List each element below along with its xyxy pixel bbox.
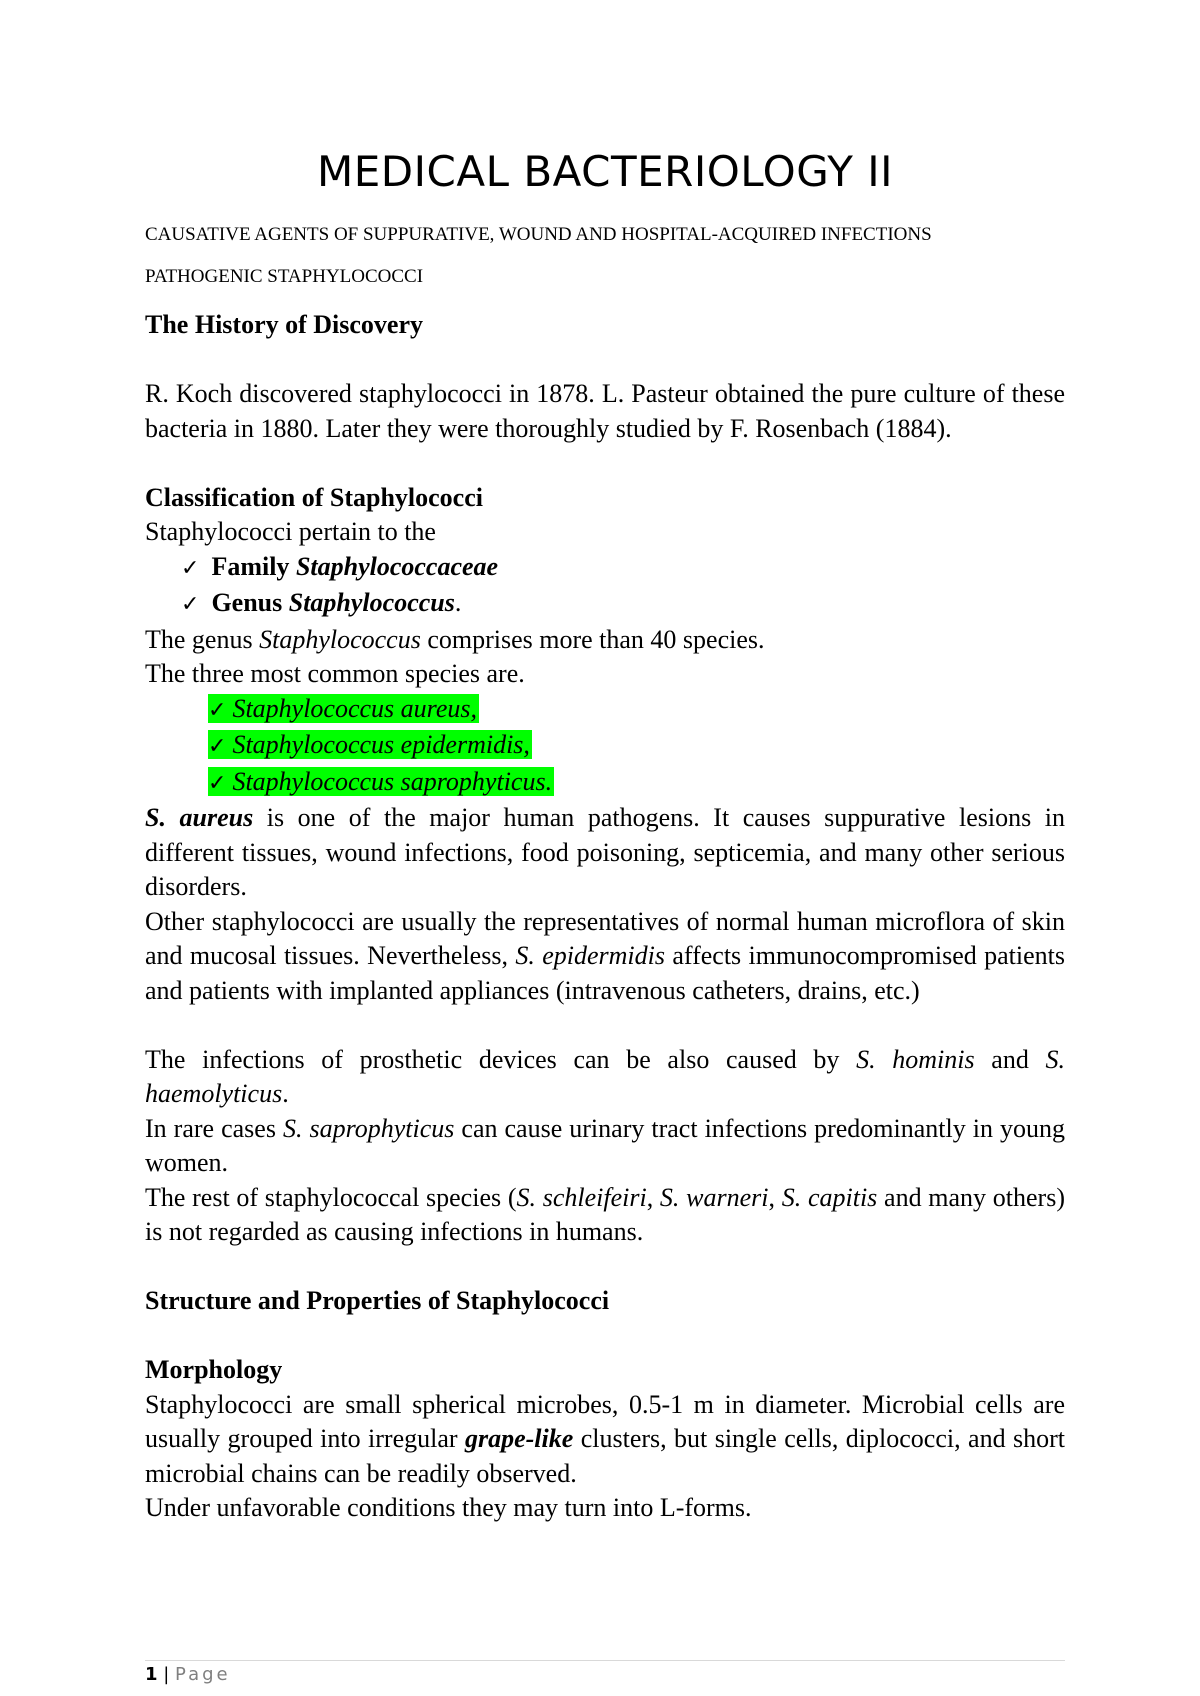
text-run: The rest of staphylococcal species ( (145, 1182, 517, 1212)
highlighted-species (208, 730, 532, 759)
morphology-heading: Morphology (145, 1355, 283, 1384)
species-name: Staphylococcus aureus, (232, 693, 477, 723)
subsection-heading: PATHOGENIC STAPHYLOCOCCI (145, 266, 424, 287)
spacer (145, 1319, 1065, 1354)
genus-italic: Staphylococcus (259, 624, 421, 654)
family-label: Family (211, 551, 290, 581)
genus-paragraph (145, 623, 1065, 658)
text-run: , (646, 1182, 660, 1212)
species-name: S. warneri (659, 1182, 769, 1212)
history-heading: The History of Discovery (145, 310, 424, 339)
section-heading: CAUSATIVE AGENTS OF SUPPURATIVE, WOUND AND HOSPITAL-ACQUIRED INFECTIONS (145, 224, 932, 245)
genus-period: . (454, 588, 462, 617)
check-icon: ✓ (208, 697, 227, 723)
text-run: Other staphylococci are usually the representatives of normal human microflora of skin and mucosal tissues. Nevertheless, (145, 906, 1065, 970)
spacer (145, 343, 1065, 378)
list-item (145, 765, 1065, 802)
species-name: S. haemolyticus (145, 1044, 1066, 1108)
text-run: and many others) is not regarded as causing infections in humans. (145, 1182, 1065, 1246)
page-number: 1 (145, 1664, 158, 1685)
structure-heading: Structure and Properties of Staphylococci (145, 1286, 610, 1315)
text-run: , (768, 1182, 782, 1212)
emphasis-text: grape-like (464, 1424, 574, 1453)
text-run: and (974, 1044, 1046, 1074)
footer-separator: | (157, 1664, 176, 1685)
classification-intro: Staphylococci pertain to the (145, 517, 436, 546)
species-name: Staphylococcus epidermidis, (232, 730, 530, 759)
rest-species-paragraph (145, 1181, 1065, 1250)
check-icon: ✓ (181, 592, 200, 617)
page-label: Page (175, 1664, 231, 1685)
morphology-paragraph (145, 1388, 1065, 1492)
text-run: is one of the major human pathogens. It causes suppurative lesions in different tissues, wound infections, food poisoning, septicemia, and many other serious disorders. (145, 803, 1066, 901)
text-run: Staphylococci are small spherical microbes, 0.5-1 m in diameter. Microbial cells are usually grouped into irregular (145, 1389, 1065, 1453)
document-title: MEDICAL BACTERIOLOGY II (317, 147, 893, 196)
text-run: . (282, 1079, 289, 1108)
list-item (145, 692, 1065, 729)
genus-name: Staphylococcus (288, 588, 455, 617)
species-name: Staphylococcus saprophyticus. (232, 766, 553, 796)
species-name: S. hominis (856, 1044, 975, 1074)
check-icon: ✓ (208, 734, 227, 759)
spacer (145, 446, 1065, 481)
text-run: In rare cases (145, 1113, 283, 1143)
spacer (145, 1250, 1065, 1285)
species-name: S. schleifeiri (516, 1182, 647, 1212)
highlighted-species (208, 767, 554, 796)
aureus-paragraph (145, 801, 1065, 905)
page-footer (145, 1660, 1065, 1687)
species-intro: The three most common species are. (145, 659, 525, 688)
l-forms-paragraph: Under unfavorable conditions they may turn into L-forms. (145, 1493, 752, 1522)
list-item (145, 550, 1065, 587)
rare-cases-paragraph (145, 1112, 1065, 1181)
text-run: The genus (145, 624, 260, 654)
check-icon: ✓ (208, 770, 227, 796)
text-run: The infections of prosthetic devices can be also caused by (145, 1044, 857, 1074)
history-paragraph: R. Koch discovered staphylococci in 1878. L. Pasteur obtained the pure culture of these bacteria in 1880. Later they were thoroughly studied by F. Rosenbach (1884). (145, 379, 1065, 443)
highlighted-species (208, 694, 479, 723)
prosthetic-paragraph (145, 1043, 1065, 1112)
other-staphylococci-paragraph (145, 905, 1065, 1009)
classification-heading: Classification of Staphylococci (145, 482, 483, 512)
species-list (145, 692, 1065, 802)
species-name: S. saprophyticus (282, 1113, 455, 1143)
page-content (145, 146, 1065, 1526)
text-run: can cause urinary tract infections predominantly in young women. (145, 1113, 1065, 1177)
list-item (145, 586, 1065, 623)
spacer (145, 1008, 1065, 1043)
text-run: affects immunocompromised patients and patients with implanted appliances (intravenous catheters, drains, etc.) (145, 941, 1065, 1005)
list-item (145, 728, 1065, 765)
species-name: S. epidermidis (515, 941, 665, 970)
family-name: Staphylococcaceae (295, 551, 499, 581)
check-icon: ✓ (181, 555, 200, 581)
text-run: clusters, but single cells, diplococci, and short microbial chains can be readily observed. (145, 1424, 1065, 1488)
genus-label: Genus (211, 588, 283, 617)
text-run: comprises more than 40 species. (420, 624, 765, 654)
taxonomy-list (145, 550, 1065, 623)
species-name: S. capitis (781, 1182, 878, 1212)
species-name: S. aureus (145, 803, 254, 832)
